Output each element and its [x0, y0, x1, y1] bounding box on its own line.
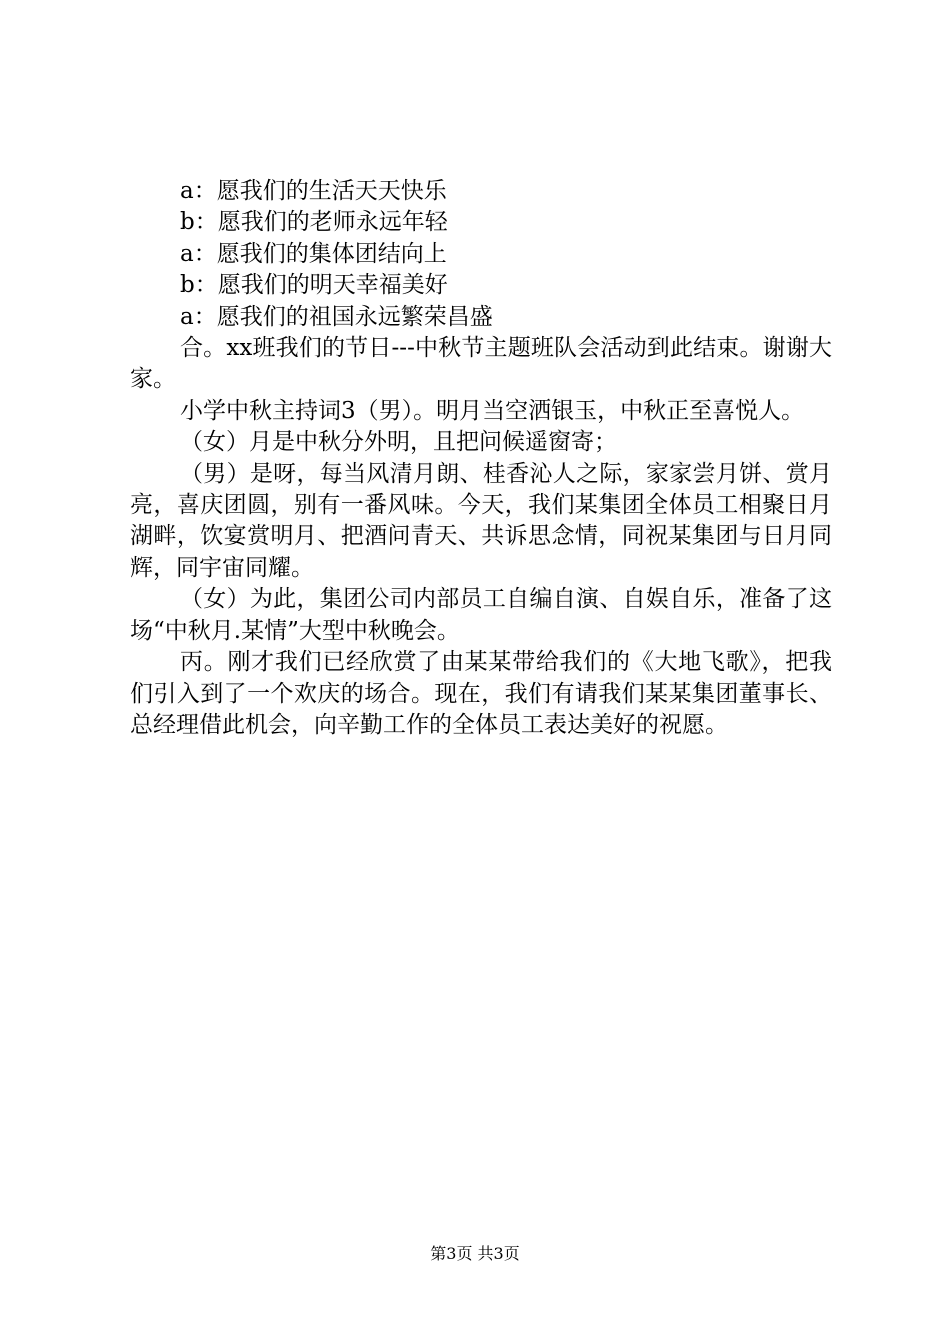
paragraph-closing: 合。xx班我们的节日---中秋节主题班队会活动到此结束。谢谢大家。 — [130, 335, 832, 393]
dialog-line: b：愿我们的老师永远年轻 — [180, 209, 448, 236]
paragraph-speech-invitation: 丙。刚才我们已经欣赏了由某某带给我们的《大地飞歌》，把我们引入到了一个欢庆的场合。现在，我们有请我们某某集团董事长、总经理借此机会，向辛勤工作的全体员工表达美好的祝愿。 — [130, 649, 832, 738]
page-footer: 第3页 共3页 — [430, 1244, 520, 1263]
dialog-line: a：愿我们的集体团结向上 — [180, 240, 447, 267]
paragraph-male-host: （男）是呀，每当风清月朗、桂香沁人之际，家家尝月饼、赏月亮，喜庆团圆，别有一番风味。今天，我们某集团全体员工相聚日月湖畔，饮宴赏明月、把酒问青天、共诉思念情，同祝某集团与日月同辉，同宇宙同耀。 — [130, 460, 832, 581]
dialog-line: a：愿我们的生活天天快乐 — [180, 178, 447, 204]
dialog-line: b：愿我们的明天幸福美好 — [180, 272, 448, 299]
paragraph-female-host-2: （女）为此，集团公司内部员工自编自演、自娱自乐，准备了这场“中秋月.某情”大型中秋晚会。 — [130, 586, 832, 644]
paragraph-host-script-title: 小学中秋主持词3（男）。明月当空洒银玉，中秋正至喜悦人。 — [180, 397, 805, 424]
paragraph-female-host: （女）月是中秋分外明，且把问候遥窗寄； — [180, 429, 617, 456]
document-body — [130, 176, 832, 741]
dialog-line: a：愿我们的祖国永远繁荣昌盛 — [180, 303, 493, 330]
